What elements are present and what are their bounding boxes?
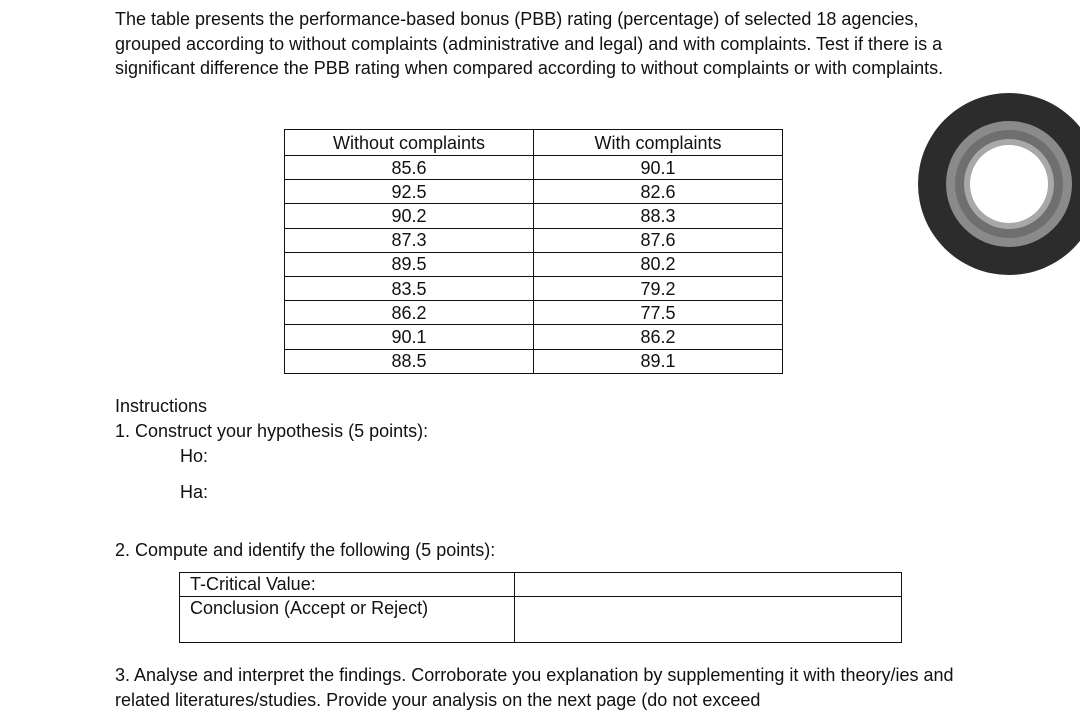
pbb-data-table bbox=[284, 129, 783, 374]
table-row bbox=[285, 252, 783, 276]
table-row bbox=[285, 180, 783, 204]
record-button-center bbox=[970, 145, 1048, 223]
record-button-icon[interactable] bbox=[918, 93, 1080, 275]
null-hypothesis-label: Ho: bbox=[180, 446, 209, 466]
table-row bbox=[285, 325, 783, 349]
cell-with: 82.6 bbox=[534, 180, 783, 204]
question-2: 2. Compute and identify the following (5 points): bbox=[115, 540, 496, 560]
table-row bbox=[285, 301, 783, 325]
table-row bbox=[285, 204, 783, 228]
conclusion-label: Conclusion (Accept or Reject) bbox=[180, 597, 515, 643]
cell-without: 90.2 bbox=[285, 204, 534, 228]
cell-without: 87.3 bbox=[285, 228, 534, 252]
instructions-heading: Instructions bbox=[115, 396, 208, 416]
cell-with: 79.2 bbox=[534, 276, 783, 300]
table-row bbox=[180, 597, 902, 643]
table-row bbox=[180, 573, 902, 597]
cell-without: 88.5 bbox=[285, 349, 534, 373]
column-header-without-complaints: Without complaints bbox=[285, 130, 534, 156]
cell-without: 83.5 bbox=[285, 276, 534, 300]
table-row bbox=[285, 228, 783, 252]
cell-without: 90.1 bbox=[285, 325, 534, 349]
t-critical-label: T-Critical Value: bbox=[180, 573, 515, 597]
cell-without: 92.5 bbox=[285, 180, 534, 204]
cell-with: 80.2 bbox=[534, 252, 783, 276]
t-critical-answer-field[interactable] bbox=[515, 573, 902, 597]
cell-without: 86.2 bbox=[285, 301, 534, 325]
cell-with: 86.2 bbox=[534, 325, 783, 349]
table-header-row bbox=[285, 130, 783, 156]
table-row bbox=[285, 349, 783, 373]
cell-with: 88.3 bbox=[534, 204, 783, 228]
problem-statement: The table presents the performance-based bonus (PBB) rating (percentage) of selected 18 agencies, grouped according to without complaints (administrative and legal) and with complaints. Test if there is a significant difference the PBB rating when compared according to without complaints or with complaints. bbox=[115, 9, 944, 78]
cell-without: 89.5 bbox=[285, 252, 534, 276]
cell-without: 85.6 bbox=[285, 156, 534, 180]
cell-with: 89.1 bbox=[534, 349, 783, 373]
conclusion-answer-field[interactable] bbox=[515, 597, 902, 643]
answer-table bbox=[179, 572, 902, 643]
question-1: 1. Construct your hypothesis (5 points): bbox=[115, 421, 429, 441]
table-row bbox=[285, 156, 783, 180]
cell-with: 90.1 bbox=[534, 156, 783, 180]
question-3: 3. Analyse and interpret the findings. Corroborate you explanation by supplementing it with theory/ies and related literatures/studies. Provide your analysis on the next page (do not exceed bbox=[115, 665, 954, 710]
column-header-with-complaints: With complaints bbox=[534, 130, 783, 156]
alternative-hypothesis-label: Ha: bbox=[180, 482, 209, 502]
cell-with: 77.5 bbox=[534, 301, 783, 325]
cell-with: 87.6 bbox=[534, 228, 783, 252]
table-row bbox=[285, 276, 783, 300]
